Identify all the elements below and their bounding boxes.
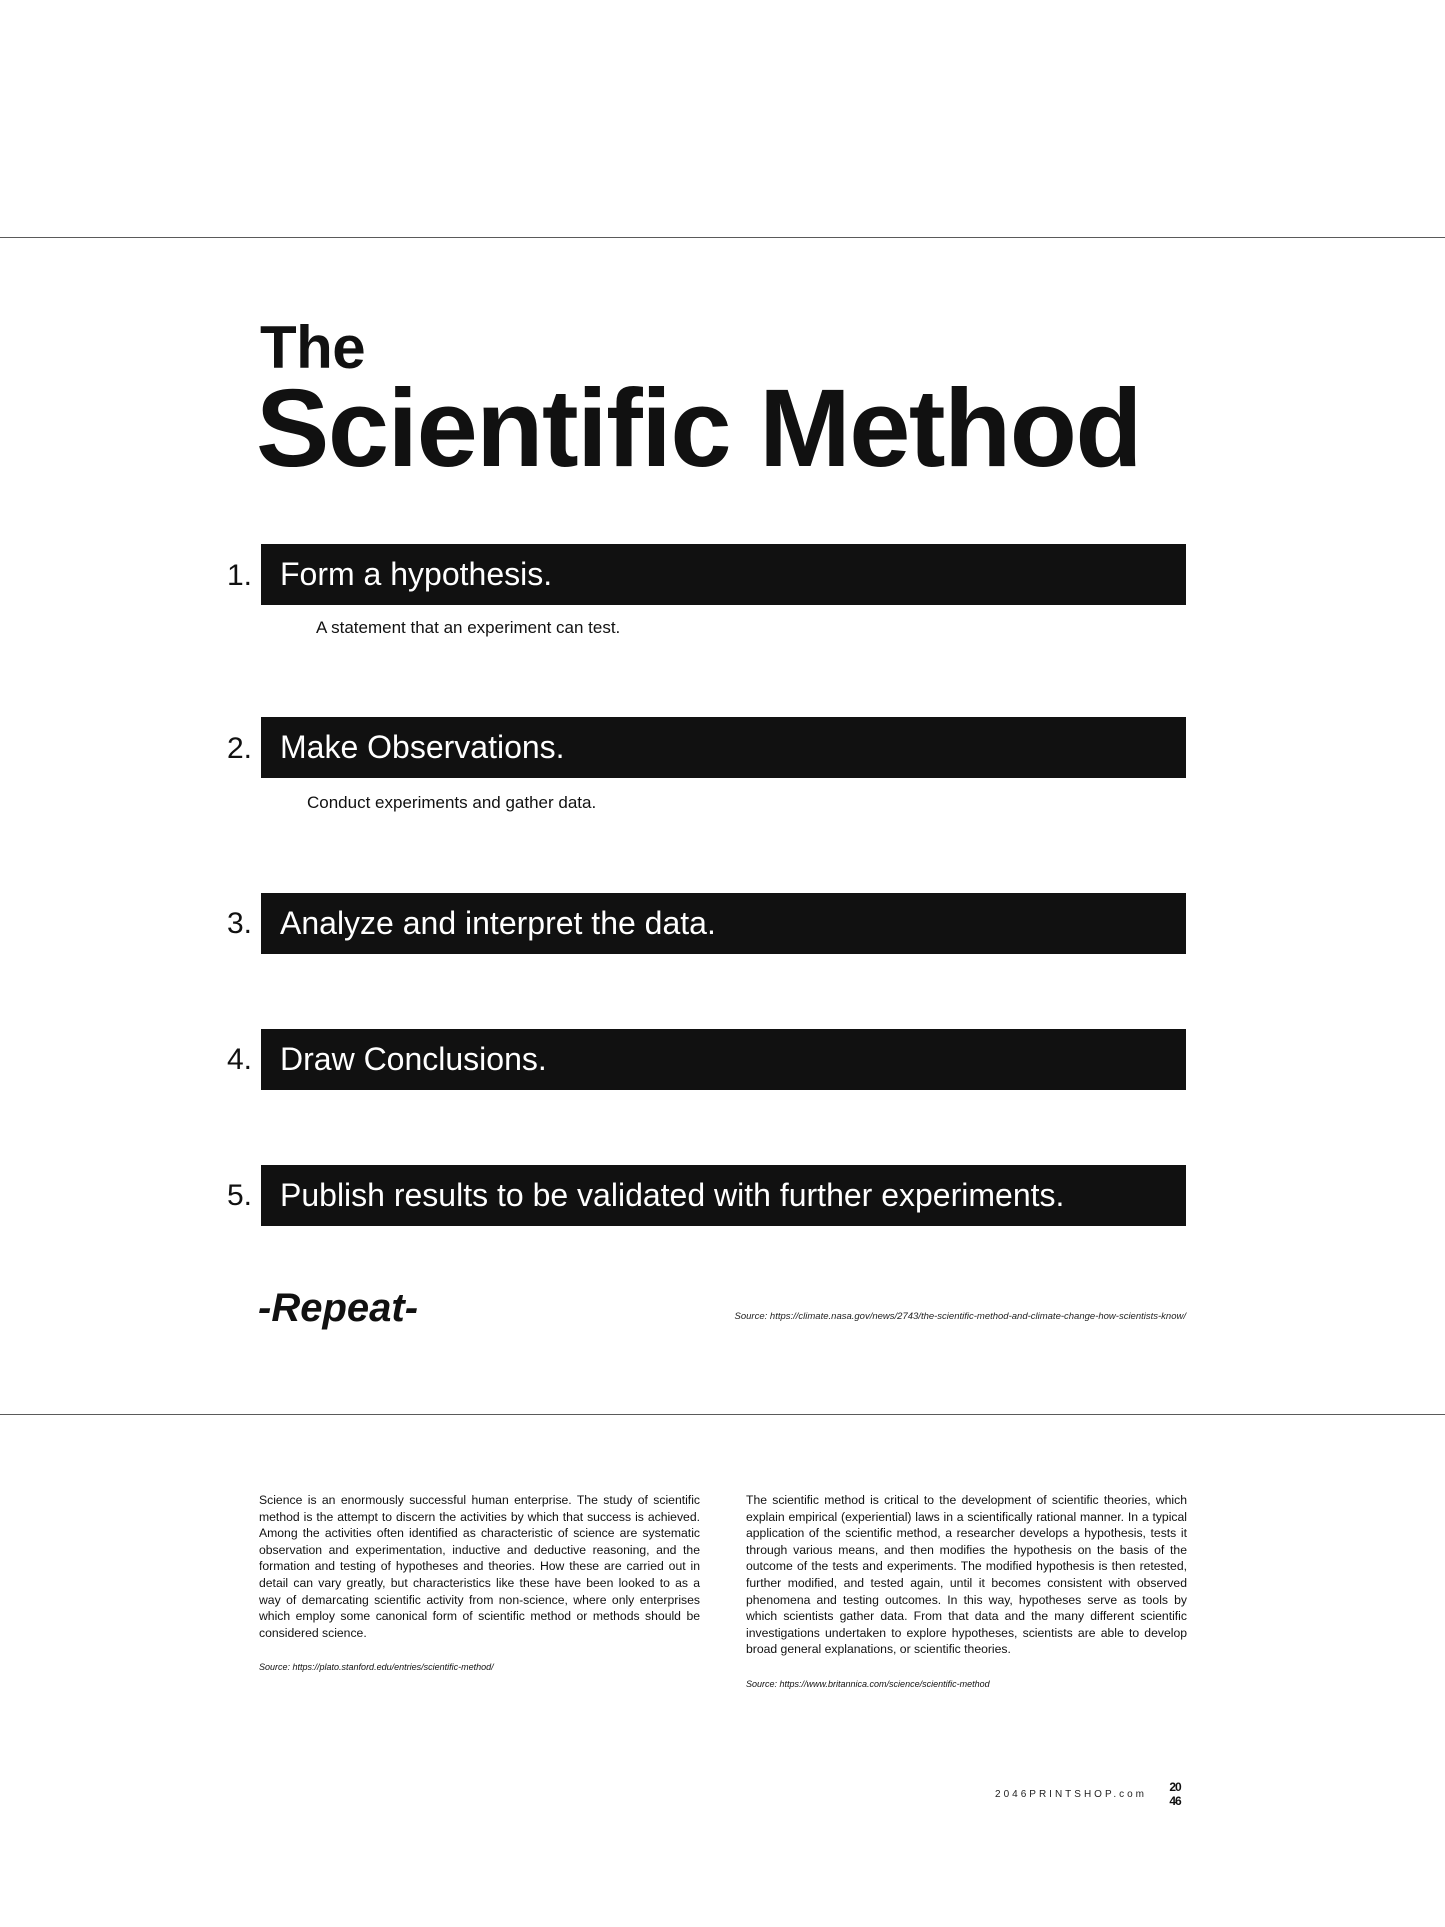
step-2-number: 2. [226,732,252,765]
step-3-label: Analyze and interpret the data. [280,905,716,941]
step-2-label: Make Observations. [280,729,565,765]
brand-logo-icon [1163,1779,1187,1807]
step-2-description: Conduct experiments and gather data. [307,793,597,812]
step-1-label: Form a hypothesis. [280,556,553,592]
column-right-body: The scientific method is critical to the development of scientific theories, which explain empirical (experiential) laws in a scientifically rational manner. In a typical application of the scientific method, a researcher develops a hypothesis, tests it through various means, and then modifies the hypothesis on the basis of the outcome of the tests and experiments. The modified hypothesis is then retested, further modified, and tested again, until it becomes consistent with observed phenomena and testing outcomes. In this way, hypotheses serve as tools by which scientists gather data. From that data and the many different scientific investigations undertaken to explore hypotheses, scientists are able to develop broad general explanations, or scientific theories. [746,1493,1187,1657]
top-divider [0,237,1445,238]
step-5-bar [261,1165,1186,1226]
step-1-description: A statement that an experiment can test. [316,618,621,637]
step-4-label: Draw Conclusions. [280,1041,547,1077]
footer-brand: 2046PRINTSHOP.com [995,1789,1147,1800]
text-column-right [746,1492,1187,1693]
title-line-2: Scientific Method [256,367,1142,490]
step-3-number: 3. [226,907,252,940]
column-left-body: Science is an enormously successful human enterprise. The study of scientific method is the attempt to discern the activities by which that success is achieved. Among the activities often identified as characteristic of science are systematic observation and experimentation, inductive and deductive reasoning, and the formation and testing of hypotheses and theories. How these are carried out in detail can vary greatly, but characteristics like these have been looked to as a way of demarcating scientific activity from non-science, where only enterprises which employ some canonical form of scientific method or methods should be considered science. [259,1493,700,1640]
step-2-bar [261,717,1186,778]
step-4-bar [261,1029,1186,1090]
column-right-source: Source: https://www.britannica.com/science/scientific-method [746,1678,990,1689]
step-5-label: Publish results to be validated with further experiments. [280,1177,1065,1213]
source-citation-nasa: Source: https://climate.nasa.gov/news/2743/the-scientific-method-and-climate-change-how-scientists-know/ [734,1311,1186,1322]
step-1-bar [261,544,1186,605]
title-line-1: The [260,314,366,381]
step-5-number: 5. [226,1179,252,1212]
column-left-source: Source: https://plato.stanford.edu/entries/scientific-method/ [259,1662,494,1673]
step-3-bar [261,893,1186,954]
middle-divider [0,1414,1445,1415]
logo-top-digits: 20 [1169,1780,1181,1794]
repeat-label: -Repeat- [258,1286,419,1330]
text-column-left [259,1492,700,1676]
logo-bottom-digits: 46 [1169,1794,1181,1807]
step-1-number: 1. [226,559,252,592]
step-4-number: 4. [226,1043,252,1076]
